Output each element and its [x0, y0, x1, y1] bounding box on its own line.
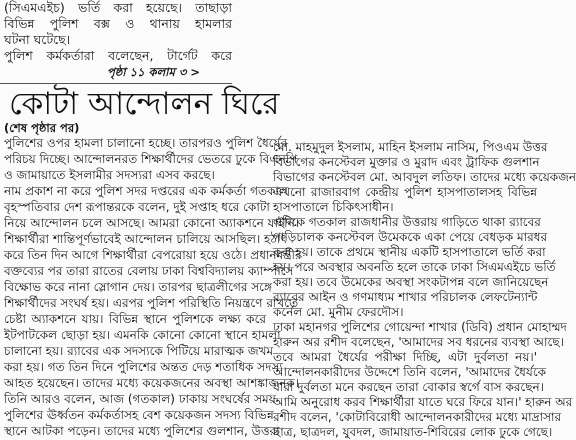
article-text-line: পরিচয় দিচ্ছে। আন্দোলনরত শিক্ষার্থীদের ভেতরে ঢুকে বিএনপি: [4, 152, 298, 166]
article-text-line: স্থানে আটকা পড়েন। তাদের মধ্যে পুলিশের গুলশান, উত্তরা: [4, 424, 280, 438]
previous-story-text-line: ঘটনা ঘটেছে।: [4, 32, 71, 47]
continued-from-label: (শেষ পৃষ্ঠার পর): [4, 121, 80, 135]
article-text-line: বিভাগের কনস্টেবল মুক্তার ও মুরাদ এবং ট্রাফিক গুলশান: [273, 155, 540, 169]
previous-story-ending: [4, 0, 232, 81]
article-text-line: মো. মাহমুদুল ইসলাম, মাহিন ইসলাম নাসিম, পিওএম উত্তর: [273, 140, 548, 154]
article-text-line: ঢাকা মহানগর পুলিশের গোয়েন্দা শাখার (ডিবি) প্রধান মোহাম্মদ: [273, 320, 567, 334]
article-text-line: শিক্ষার্থীরা শান্তিপূর্ণভাবেই আন্দোলন চালিয়ে আসছিল। হঠাৎ: [4, 232, 287, 246]
article-text-line: করা হয়। গত তিন দিনে পুলিশের অন্তত দেড় শতাধিক সদস্য: [4, 360, 283, 374]
article-text-line: ছাত্র, ছাত্রদল, যুবদল, জামায়াত-শিবিরের লোক ঢুকে গেছে।: [273, 425, 553, 439]
article-text-line: করা হয়। তাকে প্রথমে স্থানীয় একটি হাসপাতালে ভর্তি করা: [273, 245, 546, 259]
article-text-line: কর্নেল মো. মুনীম ফেরদৌস।: [273, 305, 404, 319]
story-divider: [0, 83, 232, 84]
article-text-line: আমি অনুরোধ করব শিক্ষার্থীরা যাতে ঘরে ফিরে যান।' হারুন অর: [273, 395, 573, 409]
article-text-line: যারা দুর্বলতা মনে করছেন তারা বোকার স্বর্গে বাস করছেন।: [273, 380, 544, 394]
article-text-line: গাড়িচালক কনস্টেবল উমেককে একা পেয়ে বেধড়ক মারধর: [273, 230, 548, 244]
headline: কোটা আন্দোলন ঘিরে: [9, 86, 280, 122]
article-text-line: ইটপাটকেল ছোড়া হয়। এমনকি কোনো কোনো স্থানে হামলা: [4, 328, 281, 342]
article-text-line: বৃহস্পতিবার দেশ রূপান্তরকে বলেন, দুই সপ্তাহ ধরে কোটা: [4, 200, 270, 214]
article-text-line: আহত হয়েছেন। তাদের মধ্যে কয়েকজনের অবস্থা আশঙ্কাজনক।: [4, 376, 300, 390]
article-text-line: চেষ্টা অ্যাকশনে যায়। বিভিন্ন স্থানে পুলিশকে লক্ষ্য করে: [4, 312, 266, 326]
previous-story-text-line: পুলিশ কর্মকর্তারা বলেছেন, টার্গেট করে: [4, 48, 232, 63]
article-text-line: নিয়ে আন্দোলন চলে আসছে। আমরা কোনো অ্যাকশনে যাইনি।: [4, 216, 300, 230]
article-text-line: পুলিশের ঊর্ধ্বতন কর্মকর্তাসহ বেশ কয়েকজন সদস্য বিভিন্ন: [4, 408, 274, 422]
article-text-line: তিনি আরও বলেন, আজ (গতকাল) ঢাকায় সংঘর্ষের সময়: [4, 392, 276, 406]
article-text-line: শিক্ষার্থীদের সংঘর্ষ হয়। এরপর পুলিশ পরিস্থিতি নিয়ন্ত্রণে রাখতে: [4, 296, 299, 310]
article-text-line: তবে আমরা ধৈর্যের পরীক্ষা দিচ্ছি, এটা দুর্বলতা নয়।': [273, 350, 537, 364]
article-text-line: আন্দোলনকারীদের উদ্দেশে তিনি বলেন, 'আমাদের ধৈর্যকে: [273, 365, 547, 379]
article-text-line: বিভাগের কনস্টেবল মো. আবদুল লতিফ। তাদের মধ্যে কয়েকজন: [273, 170, 576, 184]
article-text-line: হাসপাতালে চিকিৎসাধীন।: [273, 200, 394, 214]
article-text-line: ও জামায়াতে ইসলামীর সদস্যরা এসব করছে।: [4, 168, 215, 182]
article-text-line: র‍্যাবের আইন ও গণমাধ্যম শাখার পরিচালক লেফটেন্যান্ট: [273, 290, 538, 304]
article-text-line: পুলিশের ওপর হামলা চালানো হচ্ছে। তারপরও পুলিশ ধৈর্যের: [4, 136, 288, 150]
page-jump-reference: পৃষ্ঠা ১১ কলাম ৩ >: [106, 65, 200, 79]
article-text-line: হয়। পরে অবস্থার অবনতি হলে তাকে ঢাকা সিএমএইচে ভর্তি: [273, 260, 556, 274]
previous-story-text-line: (সিএমএইচ) ভর্তি করা হয়েছে। তাছাড়া: [4, 0, 232, 15]
article-text-line: রশীদ বলেন, 'কোটাবিরোধী আন্দোলনকারীদের মধ্যে মাদ্রাসার: [273, 410, 562, 424]
article-text-line: এখনো রাজারবাগ কেন্দ্রীয় পুলিশ হাসপাতালসহ বিভিন্ন: [273, 185, 537, 199]
article-text-line: হারুন অর রশীদ বলেছেন, 'আমাদের সব ধরনের ব্যবস্থা আছে।: [273, 335, 564, 349]
article-text-line: করা হয়। তবে উমেকের অবস্থা সংকটাপন্ন বলে জানিয়েছেন: [273, 275, 549, 289]
previous-story-text-line: বিভিন্ন পুলিশ বক্স ও থানায় হামলার: [4, 16, 232, 31]
article-text-line: করে তিন দিন আগে শিক্ষার্থীরা বেপরোয়া হয়ে ওঠে। প্রধানমন্ত্রীর: [4, 248, 302, 262]
article-text-line: চালানো হয়। র‍্যাবের এক সদস্যকে পিটিয়ে মারাত্মক জখম: [4, 344, 274, 358]
article-text-line: বিক্ষোভ করে নানা স্লোগান দেয়। তারপর ছাত্রলীগের সঙ্গে: [4, 280, 272, 294]
article-column-right: [273, 140, 576, 440]
article-text-line: এদিকে গতকাল রাজধানীর উত্তরায় গাড়িতে থাকা র‍্যাবের: [273, 215, 541, 229]
article-text-line: নাম প্রকাশ না করে পুলিশ সদর দপ্তরের এক কর্মকর্তা গতকাল: [4, 184, 288, 198]
article-column-left: [4, 135, 302, 439]
article-text-line: বক্তব্যের পর তারা রাতের বেলায় ঢাকা বিশ্ববিদ্যালয় ক্যাম্পাসে: [4, 264, 294, 278]
